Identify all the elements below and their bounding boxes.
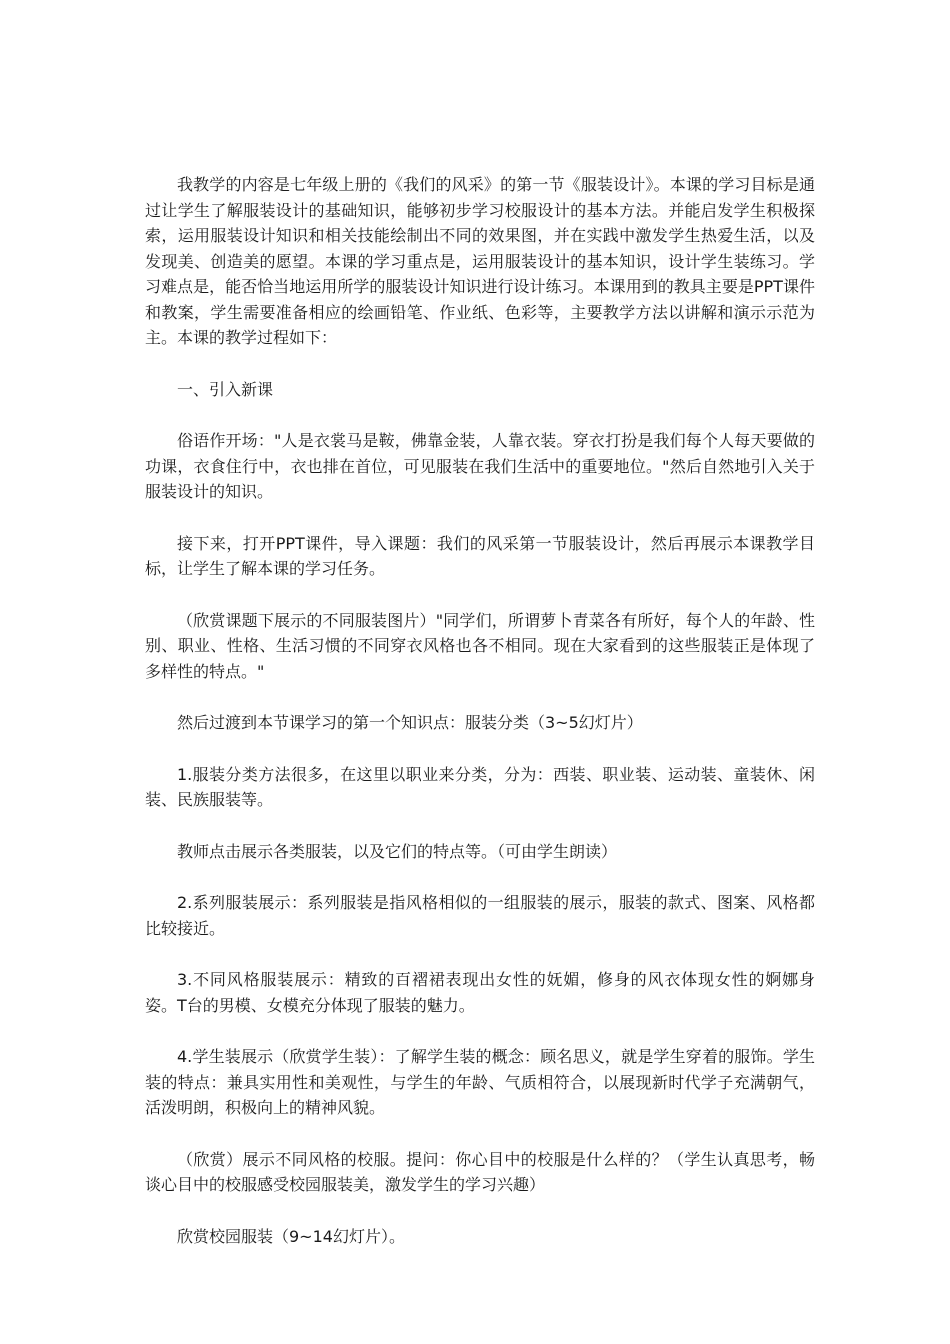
paragraph-proverb: 俗语作开场："人是衣裳马是鞍，佛靠金装，人靠衣装。穿衣打扮是我们每个人每天要做的功课，衣食住行中，衣也排在首位，可见服装在我们生活中的重要地位。"然后自然地引入关于服装设计的知识。 bbox=[145, 431, 815, 501]
paragraph-transition: 然后过渡到本节课学习的第一个知识点：服装分类（3~5幻灯片） bbox=[177, 713, 643, 732]
paragraph-appreciate-images: （欣赏课题下展示的不同服装图片）"同学们，所谓萝卜青菜各有所好，每个人的年龄、性别、职业、性格、生活习惯的不同穿衣风格也各不相同。现在大家看到的这些服装正是体现了多样性的特点。" bbox=[145, 610, 815, 681]
paragraph-open-ppt: 接下来，打开PPT课件，导入课题：我们的风采第一节服装设计，然后再展示本课教学目标，让学生了解本课的学习任务。 bbox=[145, 533, 815, 578]
paragraph-item-1: 1.服装分类方法很多，在这里以职业来分类，分为：西装、职业装、运动装、童装休、闲装、民族服装等。 bbox=[145, 764, 815, 809]
paragraph-item-3: 3.不同风格服装展示：精致的百褶裙表现出女性的妩媚，修身的风衣体现女性的婀娜身姿。T台的男模、女模充分体现了服装的魅力。 bbox=[145, 970, 815, 1015]
paragraph-school-uniform-question: （欣赏）展示不同风格的校服。提问：你心目中的校服是什么样的？（学生认真思考，畅谈心目中的校服感受校园服装美，激发学生的学习兴趣） bbox=[145, 1149, 815, 1194]
paragraph-intro: 我教学的内容是七年级上册的《我们的风采》的第一节《服装设计》。本课的学习目标是通过让学生了解服装设计的基础知识，能够初步学习校服设计的基本方法。并能启发学生积极探索，运用服装设计知识和相关技能绘制出不同的效果图，并在实践中激发学生热爱生活，以及发现美、创造美的愿望。本课的学习重点是，运用服装设计的基本知识，设计学生装练习。学习难点是，能否恰当地运用所学的服装设计知识进行设计练习。本课用到的教具主要是PPT课件和教案，学生需要准备相应的绘画铅笔、作业纸、色彩等，主要教学方法以讲解和演示示范为主。本课的教学过程如下： bbox=[145, 175, 815, 347]
paragraph-appreciate-campus: 欣赏校园服装（9~14幻灯片）。 bbox=[177, 1226, 405, 1246]
paragraph-item-2: 2.系列服装展示：系列服装是指风格相似的一组服装的展示，服装的款式、图案、风格都比较接近。 bbox=[145, 893, 815, 938]
document-body bbox=[145, 172, 815, 1275]
section-heading-introduce-lesson: 一、引入新课 bbox=[177, 379, 274, 399]
paragraph-teacher-click: 教师点击展示各类服装，以及它们的特点等。（可由学生朗读） bbox=[177, 841, 618, 861]
paragraph-item-4: 4.学生装展示（欣赏学生装）：了解学生装的概念：顾名思义，就是学生穿着的服饰。学生装的特点：兼具实用性和美观性，与学生的年龄、气质相符合，以展现新时代学子充满朝气，活泼明朗，积极向上的精神风貌。 bbox=[145, 1047, 815, 1117]
